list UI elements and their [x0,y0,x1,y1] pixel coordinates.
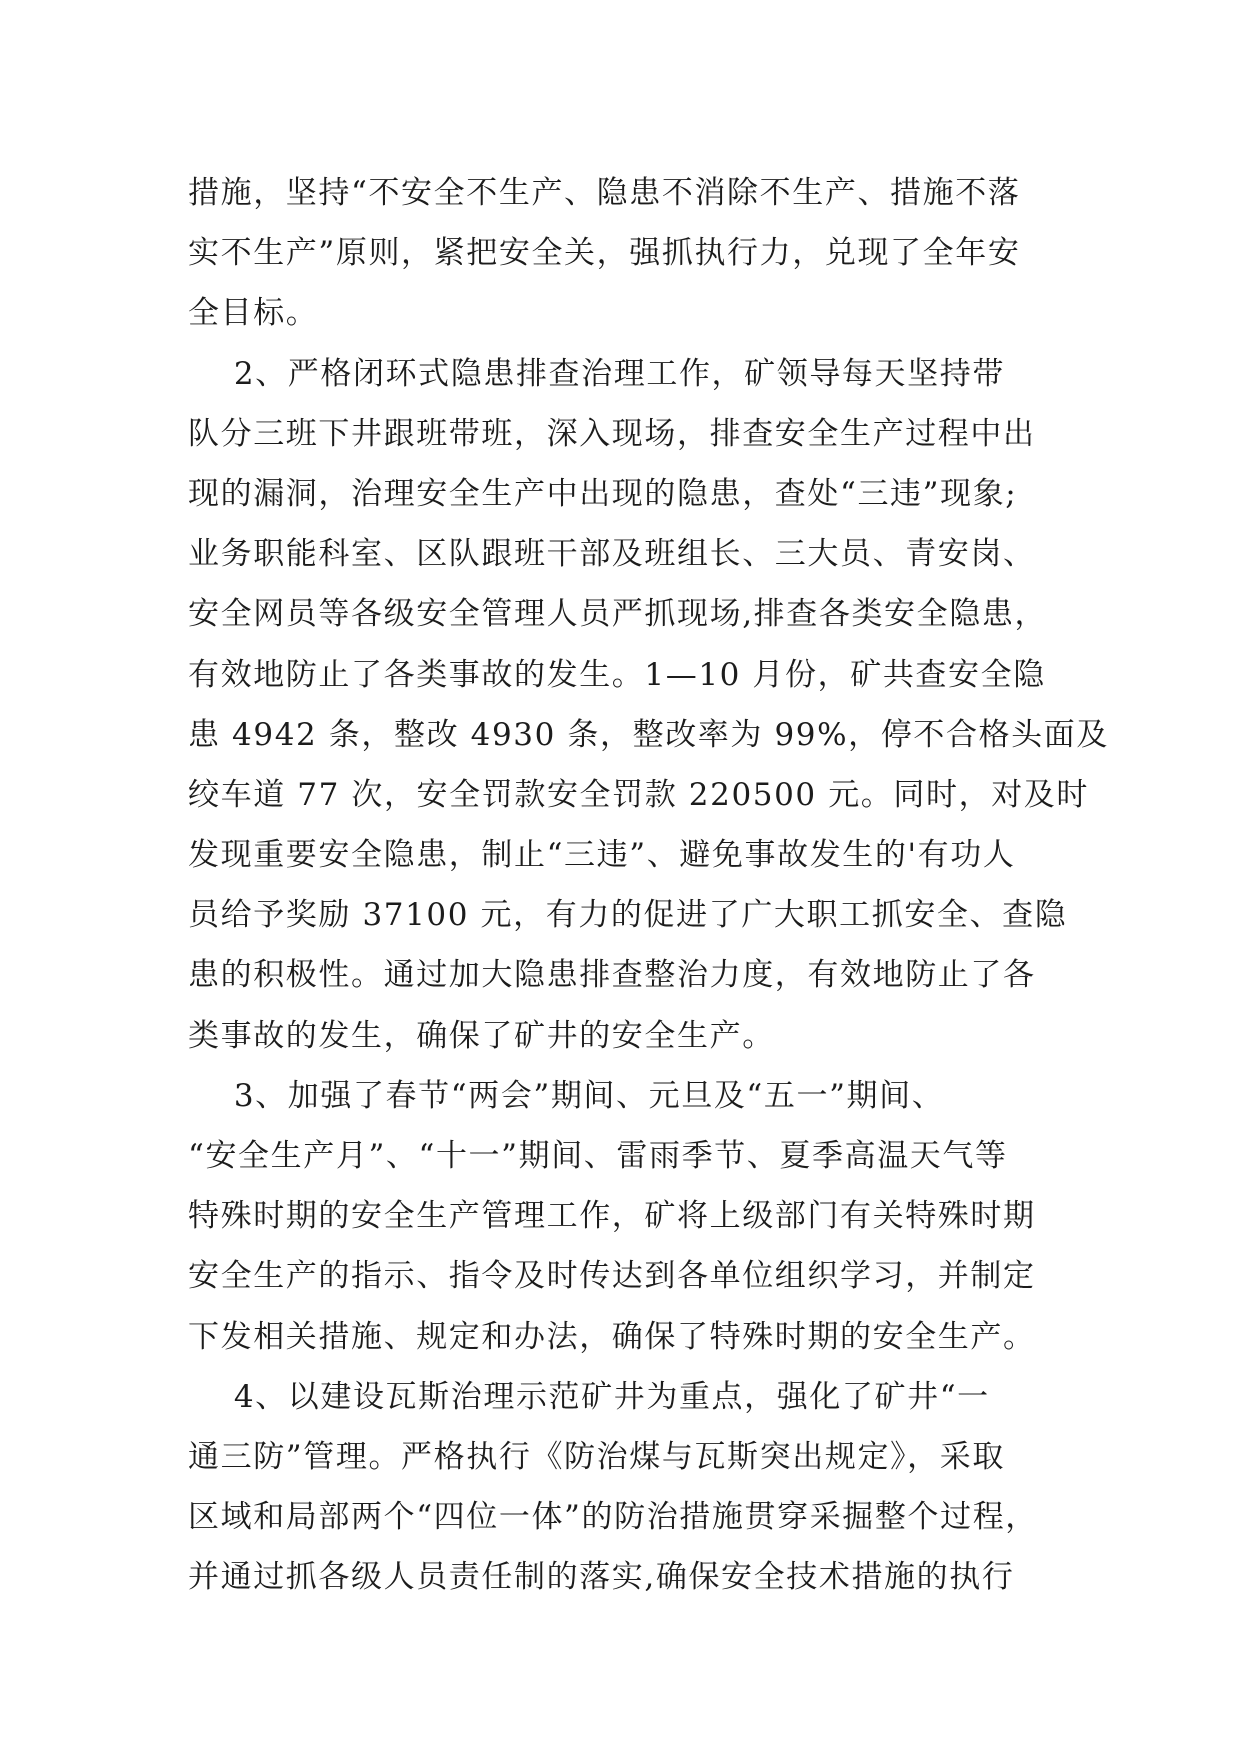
text-line: 并通过抓各级人员责任制的落实,确保安全技术措施的执行 [188,1559,1015,1596]
text-line: 下发相关措施、规定和办法，确保了特殊时期的安全生产。 [188,1318,1036,1355]
text-line: 队分三班下井跟班带班，深入现场，排查安全生产过程中出 [188,415,1036,452]
text-line: 2、严格闭环式隐患排查治理工作，矿领导每天坚持带 [188,355,1005,392]
text-line: 业务职能科室、区队跟班干部及班组长、三大员、青安岗、 [188,536,1036,573]
text-line: 通三防”管理。严格执行《防治煤与瓦斯突出规定》，采取 [188,1438,1005,1475]
text-line: 安全网员等各级安全管理人员严抓现场,排查各类安全隐患， [188,596,1048,633]
text-line: 患 4942 条，整改 4930 条，整改率为 99%，停不合格头面及 [188,716,1109,753]
text-line: 措施，坚持“不安全不生产、隐患不消除不生产、措施不落 [188,175,1021,211]
text-line: 4、以建设瓦斯治理示范矿井为重点，强化了矿井“一 [188,1378,990,1415]
document-body [188,163,1109,1608]
text-line: 现的漏洞，治理安全生产中出现的隐患，查处“三违”现象; [188,475,1018,512]
text-line: 实不生产”原则，紧把安全关，强抓执行力，兑现了全年安 [188,235,1021,272]
text-line: “安全生产月”、“十一”期间、雷雨季节、夏季高温天气等 [188,1138,1008,1174]
text-line: 安全生产的指示、指令及时传达到各单位组织学习，并制定 [188,1258,1036,1295]
text-line: 发现重要安全隐患，制止“三违”、避免事故发生的'有功人 [188,837,1016,874]
text-line: 类事故的发生，确保了矿井的安全生产。 [188,1017,775,1054]
text-line: 绞车道 77 次，安全罚款安全罚款 220500 元。同时，对及时 [188,776,1089,813]
text-line: 3、加强了春节“两会”期间、元旦及“五一”期间、 [188,1077,945,1114]
text-line: 区域和局部两个“四位一体”的防治措施贯穿采掘整个过程， [188,1499,1038,1536]
text-line: 全目标。 [188,295,319,332]
text-line: 特殊时期的安全生产管理工作，矿将上级部门有关特殊时期 [188,1198,1036,1235]
text-line: 员给予奖励 37100 元，有力的促进了广大职工抓安全、查隐 [188,897,1068,934]
text-line: 有效地防止了各类事故的发生。1—10 月份，矿共查安全隐 [188,656,1046,693]
text-line: 患的积极性。通过加大隐患排查整治力度，有效地防止了各 [188,957,1036,994]
